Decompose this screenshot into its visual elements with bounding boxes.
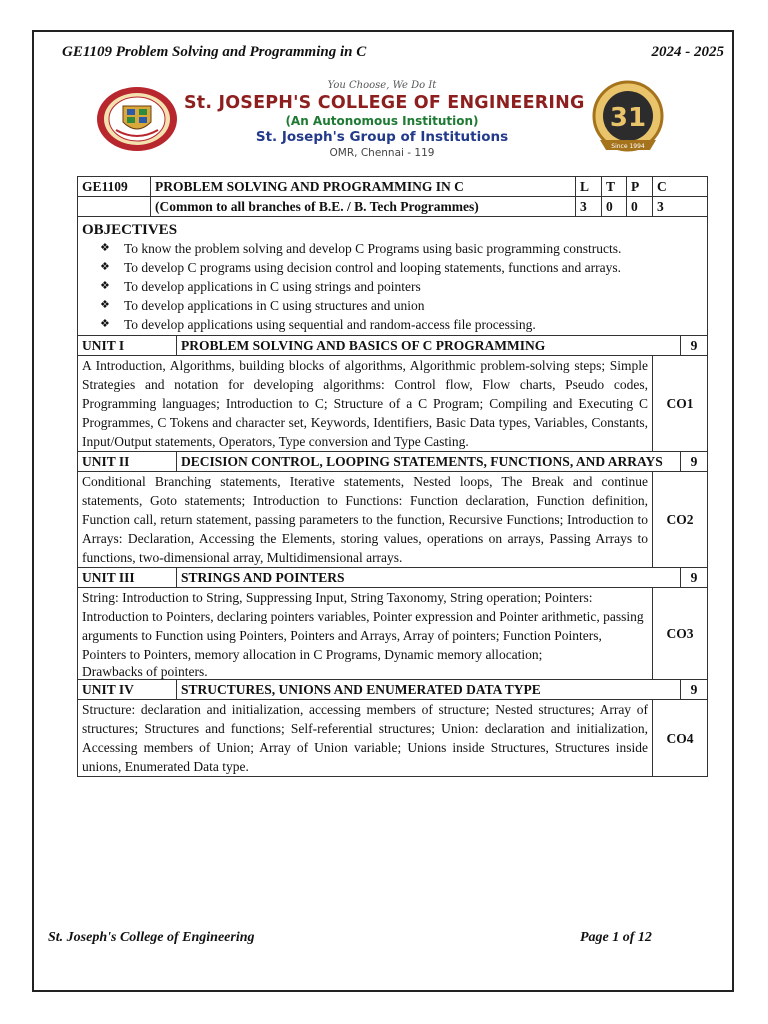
college-address: OMR, Chennai - 119 [329, 147, 435, 159]
course-subtitle-row [78, 197, 708, 217]
unit-2-title: DECISION CONTROL, LOOPING STATEMENTS, FUNCTIONS, AND ARRAYS [177, 452, 681, 472]
objective-item: ❖ To develop applications in C using strings and pointers [100, 279, 421, 294]
diamond-bullet-icon: ❖ [100, 242, 110, 254]
unit-2-content-row [78, 472, 708, 568]
badge-caption: Since 1994 [611, 143, 645, 150]
unit-4-content: Structure: declaration and initialization, accessing members of structure; Nested structures; Array of structures; Structures and functions; Self-referential structures; Union: declaration and initialization, Accessing members of Union; Array of Union variable; Unions inside Structures, Structures inside unions, Enumerated Data type. [78, 700, 653, 777]
college-group-name: St. Joseph's Group of Institutions [255, 129, 509, 145]
diamond-bullet-icon: ❖ [100, 261, 110, 273]
unit-3-content-row [78, 588, 708, 680]
college-autonomous-status: (An Autonomous Institution) [285, 114, 479, 128]
diamond-bullet-icon: ❖ [100, 299, 110, 311]
course-title-row [78, 177, 708, 197]
unit-3-content-extra: Drawbacks of pointers. [82, 664, 208, 679]
anniversary-badge-logo [586, 80, 670, 156]
unit-2-hours: 9 [681, 452, 708, 472]
unit-2-header-row [78, 452, 708, 472]
diamond-bullet-icon: ❖ [100, 318, 110, 330]
unit-4-label: UNIT IV [78, 680, 177, 700]
unit-3-title: STRINGS AND POINTERS [177, 568, 681, 588]
header-course-title: GE1109 Problem Solving and Programming in C [62, 44, 367, 60]
unit-4-hours: 9 [681, 680, 708, 700]
course-title: PROBLEM SOLVING AND PROGRAMMING IN C [151, 177, 576, 197]
unit-1-header-row [78, 336, 708, 356]
unit-3-header-row [78, 568, 708, 588]
unit-1-course-outcome: CO1 [653, 356, 708, 452]
ltpc-label-l: L [576, 177, 602, 197]
unit-3-content: String: Introduction to String, Suppressing Input, String Taxonomy, String operation; Pointers: Introduction to Pointers, declaring pointers variables, Pointer expression and Pointer arithmetic, passing arguments to Function using Pointers, Pointers and Arrays, Array of pointers; Function Pointers, Pointers to Pointers, memory allocation in C Programs, Dynamic memory allocation; [82, 590, 644, 662]
objectives-row [78, 217, 708, 336]
unit-4-header-row [78, 680, 708, 700]
footer-page-number: Page 1 of 12 [580, 930, 652, 945]
objectives-list [82, 240, 703, 333]
unit-4-content-row [78, 700, 708, 777]
unit-3-label: UNIT III [78, 568, 177, 588]
unit-1-label: UNIT I [78, 336, 177, 356]
header-academic-year: 2024 - 2025 [651, 44, 724, 60]
unit-2-course-outcome: CO2 [653, 472, 708, 568]
unit-3-course-outcome: CO3 [653, 588, 708, 680]
syllabus-table [77, 176, 708, 777]
objectives-title: OBJECTIVES [82, 222, 178, 238]
college-seal-logo [96, 86, 178, 152]
unit-1-title: PROBLEM SOLVING AND BASICS OF C PROGRAMMING [177, 336, 681, 356]
objective-item: ❖ To develop applications using sequential and random-access file processing. [100, 317, 536, 332]
unit-4-course-outcome: CO4 [653, 700, 708, 777]
ltpc-value-l: 3 [576, 197, 602, 217]
objective-item: ❖ To develop applications in C using structures and union [100, 298, 425, 313]
unit-4-title: STRUCTURES, UNIONS AND ENUMERATED DATA TYPE [177, 680, 681, 700]
ltpc-value-p: 0 [627, 197, 653, 217]
unit-2-label: UNIT II [78, 452, 177, 472]
objective-item: ❖ To develop C programs using decision control and looping statements, functions and arrays. [100, 260, 621, 275]
college-name: St. JOSEPH'S COLLEGE OF ENGINEERING [184, 93, 585, 113]
diamond-bullet-icon: ❖ [100, 280, 110, 292]
unit-1-hours: 9 [681, 336, 708, 356]
ltpc-label-t: T [602, 177, 627, 197]
unit-1-content-row [78, 356, 708, 452]
course-code: GE1109 [78, 177, 151, 197]
college-tagline: You Choose, We Do It [327, 80, 437, 91]
unit-2-content: Conditional Branching statements, Iterative statements, Nested loops, The Break and continue statements, Goto statements; Introduction to Functions: Function declaration, Function definition, Function call, return statement, passing parameters to the function, Recursive Functions; Introduction to Arrays: Declaration, Accessing the Elements, storing values, operations on arrays, Passing Arrays to functions, two-dimensional array, Multidimensional arrays. [78, 472, 653, 568]
objective-item: ❖ To know the problem solving and develop C Programs using basic programming constructs. [100, 241, 622, 256]
ltpc-label-c: C [653, 177, 708, 197]
ltpc-value-c: 3 [653, 197, 708, 217]
course-subtitle: (Common to all branches of B.E. / B. Tech Programmes) [151, 197, 576, 217]
ltpc-label-p: P [627, 177, 653, 197]
footer-institution: St. Joseph's College of Engineering [48, 930, 255, 945]
college-letterhead [92, 80, 682, 159]
badge-number: 31 [609, 103, 647, 133]
unit-3-hours: 9 [681, 568, 708, 588]
unit-1-content: A Introduction, Algorithms, building blocks of algorithms, Algorithmic problem-solving steps; Simple Strategies and notation for developing algorithms: Control flow, Flow charts, Pseudo codes, Programming languages; Introduction to C; Structure of a C Program; Compiling and Executing C Programmes, C Tokens and character set, Keywords, Identifiers, Basic Data types, Variables, Constants, Input/Output statements, Operators, Type conversion and Type Casting. [78, 356, 653, 452]
ltpc-value-t: 0 [602, 197, 627, 217]
course-code-blank [78, 197, 151, 217]
